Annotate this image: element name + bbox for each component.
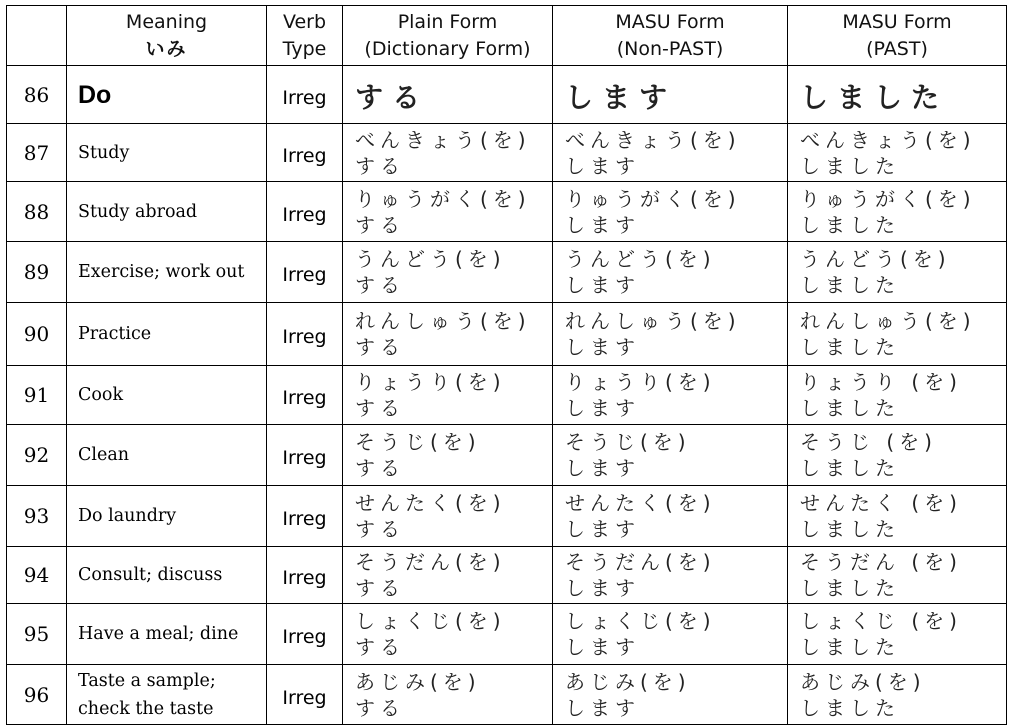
verb-type-cell: [267, 124, 343, 182]
plain-form-cell-text-1: そうだん(を): [355, 550, 506, 574]
masu-nonpast-cell-text-1: りゅうがく(を): [565, 186, 741, 211]
verb-type-cell-text: Irreg: [282, 326, 327, 348]
masu-past-cell-text-1: せんたく (を): [800, 491, 962, 515]
plain-form-cell-text-1: そうじ(を): [355, 430, 481, 454]
plain-form-cell-text-1: しょくじ(を): [355, 609, 506, 633]
meaning-cell-text-1: Do: [78, 80, 112, 109]
verb-type-cell: [267, 242, 343, 303]
table-row: [7, 547, 1007, 604]
plain-form-cell: [343, 182, 553, 242]
verb-type-cell-text: Irreg: [282, 144, 327, 167]
header-plain-form: [343, 6, 553, 66]
plain-form-cell: [343, 604, 553, 665]
masu-past-cell-text-2: しました: [800, 273, 900, 297]
masu-past-cell: [788, 366, 1007, 425]
verb-type-cell-text: Irreg: [282, 447, 327, 469]
masu-past-cell: [788, 604, 1007, 665]
meaning-cell: [67, 604, 267, 665]
masu-past-cell-text-1: べんきょう(を): [800, 127, 976, 152]
masu-nonpast-cell: [553, 425, 788, 486]
row-number: [7, 124, 67, 182]
meaning-cell: [67, 486, 267, 547]
masu-past-cell-text-2: しました: [800, 335, 900, 359]
plain-form-cell-text-1: あじみ(を): [355, 669, 481, 694]
masu-nonpast-cell-text-1: うんどう(を): [565, 247, 716, 271]
plain-form-cell-text-2: する: [355, 695, 405, 720]
masu-past-cell: [788, 124, 1007, 182]
row-number: [7, 486, 67, 547]
masu-nonpast-cell: [553, 303, 788, 366]
masu-past-cell-text-1: そうじ (を): [800, 430, 937, 454]
table-row: [7, 425, 1007, 486]
meaning-cell-text-2: check the taste: [78, 698, 214, 719]
row-number-text: 95: [23, 622, 50, 646]
plain-form-cell-text-1: りょうり(を): [355, 370, 506, 394]
meaning-cell-text-1: Taste a sample;: [78, 670, 216, 691]
meaning-cell: [67, 124, 267, 182]
header-masu-nonpast-line1: MASU Form: [615, 10, 725, 33]
table-row: [7, 66, 1007, 124]
table-body: [7, 66, 1007, 725]
meaning-cell: [67, 547, 267, 604]
masu-past-cell-text-2: しました: [800, 635, 900, 659]
meaning-cell: [67, 665, 267, 725]
masu-nonpast-cell: [553, 604, 788, 665]
plain-form-cell: [343, 124, 553, 182]
masu-past-cell-text-1: うんどう(を): [800, 247, 951, 271]
masu-nonpast-cell: [553, 124, 788, 182]
header-row: [7, 6, 1007, 66]
row-number-text: 86: [23, 82, 50, 107]
meaning-cell: [67, 182, 267, 242]
meaning-cell: [67, 242, 267, 303]
row-number-text: 92: [23, 443, 50, 467]
masu-past-cell: [788, 182, 1007, 242]
meaning-cell-text-1: Practice: [78, 324, 152, 344]
meaning-cell-text-1: Study abroad: [78, 201, 198, 222]
verb-type-cell-text: Irreg: [282, 686, 327, 709]
masu-past-cell: [788, 425, 1007, 486]
verb-type-cell: [267, 425, 343, 486]
verb-type-cell: [267, 182, 343, 242]
header-meaning-jp: いみ: [145, 37, 188, 60]
masu-past-cell-text-2: しました: [800, 212, 900, 237]
masu-past-cell-text-2: しました: [800, 456, 900, 480]
masu-nonpast-cell: [553, 665, 788, 725]
masu-nonpast-cell-text-2: します: [565, 517, 640, 541]
header-masu-nonpast-line2: (Non-PAST): [616, 37, 724, 60]
plain-form-cell-text-1: せんたく(を): [355, 491, 506, 515]
meaning-cell: [67, 425, 267, 486]
verb-type-cell-text: Irreg: [282, 203, 327, 226]
header-meaning-en: Meaning: [125, 10, 208, 33]
plain-form-cell-text-1: れんしゅう(を): [355, 309, 531, 333]
masu-past-cell-text-2: しました: [800, 153, 900, 178]
masu-past-cell: [788, 665, 1007, 725]
plain-form-cell: [343, 66, 553, 124]
masu-past-cell-text-2: しました: [800, 695, 900, 720]
masu-past-cell: [788, 547, 1007, 604]
header-meaning: [67, 6, 267, 66]
masu-past-cell-text-1: そうだん (を): [800, 550, 962, 574]
verb-type-cell: [267, 303, 343, 366]
plain-form-cell: [343, 425, 553, 486]
row-number: [7, 547, 67, 604]
plain-form-cell: [343, 242, 553, 303]
row-number: [7, 182, 67, 242]
masu-past-cell-text-1: りゅうがく(を): [800, 186, 976, 211]
plain-form-cell-text-1: べんきょう(を): [355, 127, 531, 152]
verb-type-cell-text: Irreg: [282, 387, 327, 409]
meaning-cell: [67, 303, 267, 366]
masu-nonpast-cell-text-2: します: [565, 335, 640, 359]
masu-past-cell: [788, 486, 1007, 547]
row-number-text: 89: [23, 260, 50, 284]
masu-nonpast-cell-text-2: します: [565, 695, 640, 720]
row-number: [7, 425, 67, 486]
row-number: [7, 665, 67, 725]
plain-form-cell: [343, 486, 553, 547]
table-row: [7, 124, 1007, 182]
row-number-text: 90: [23, 322, 50, 346]
masu-past-cell-text-2: しました: [800, 517, 900, 541]
masu-past-cell-text-1: れんしゅう(を): [800, 309, 976, 333]
plain-form-cell-text-1: りゅうがく(を): [355, 186, 531, 211]
masu-nonpast-cell: [553, 242, 788, 303]
plain-form-cell: [343, 665, 553, 725]
header-plain-form-line2: (Dictionary Form): [364, 37, 531, 60]
verb-type-cell: [267, 665, 343, 725]
plain-form-cell-text-2: する: [355, 517, 405, 541]
table-row: [7, 366, 1007, 425]
verb-type-cell-text: Irreg: [282, 86, 327, 109]
header-verb-type: [267, 6, 343, 66]
masu-nonpast-cell-text-1: します: [565, 80, 677, 114]
verb-conjugation-table: [6, 5, 1007, 725]
header-masu-past: [788, 6, 1007, 66]
meaning-cell-text-1: Exercise; work out: [78, 262, 245, 282]
masu-nonpast-cell-text-1: べんきょう(を): [565, 127, 741, 152]
plain-form-cell-text-2: する: [355, 635, 405, 659]
header-masu-past-line2: (PAST): [866, 37, 928, 60]
masu-nonpast-cell: [553, 182, 788, 242]
meaning-cell: [67, 366, 267, 425]
row-number: [7, 242, 67, 303]
row-number-text: 94: [23, 563, 50, 587]
table-row: [7, 182, 1007, 242]
verb-type-cell: [267, 366, 343, 425]
plain-form-cell-text-1: する: [355, 80, 430, 114]
plain-form-cell-text-2: する: [355, 273, 405, 297]
meaning-cell-text-1: Have a meal; dine: [78, 624, 239, 644]
header-plain-form-line1: Plain Form: [397, 10, 498, 33]
verb-type-cell: [267, 486, 343, 547]
plain-form-cell-text-2: する: [355, 396, 405, 420]
masu-nonpast-cell: [553, 486, 788, 547]
masu-nonpast-cell-text-1: しょくじ(を): [565, 609, 716, 633]
plain-form-cell-text-1: うんどう(を): [355, 247, 506, 271]
header-verb-type-line1: Verb: [282, 10, 327, 33]
row-number: [7, 366, 67, 425]
meaning-cell-text-1: Do laundry: [78, 506, 177, 526]
meaning-cell: [67, 66, 267, 124]
plain-form-cell-text-2: する: [355, 576, 405, 600]
masu-past-cell: [788, 242, 1007, 303]
masu-nonpast-cell-text-2: します: [565, 273, 640, 297]
plain-form-cell-text-2: する: [355, 212, 405, 237]
masu-nonpast-cell-text-2: します: [565, 396, 640, 420]
meaning-cell-text-1: Clean: [78, 445, 130, 465]
masu-nonpast-cell-text-1: れんしゅう(を): [565, 309, 741, 333]
masu-past-cell: [788, 303, 1007, 366]
plain-form-cell: [343, 366, 553, 425]
header-masu-nonpast: [553, 6, 788, 66]
row-number-text: 88: [23, 199, 50, 224]
masu-past-cell-text-1: しょくじ (を): [800, 609, 962, 633]
masu-nonpast-cell: [553, 366, 788, 425]
masu-nonpast-cell-text-1: そうじ(を): [565, 430, 691, 454]
verb-type-cell-text: Irreg: [282, 264, 327, 286]
masu-nonpast-cell-text-1: せんたく(を): [565, 491, 716, 515]
verb-type-cell: [267, 547, 343, 604]
plain-form-cell: [343, 547, 553, 604]
table-row: [7, 303, 1007, 366]
header-verb-type-line2: Type: [282, 37, 327, 60]
row-number-text: 93: [23, 504, 50, 528]
table-row: [7, 604, 1007, 665]
meaning-cell-text-1: Consult; discuss: [78, 565, 223, 585]
plain-form-cell: [343, 303, 553, 366]
row-number: [7, 66, 67, 124]
row-number: [7, 604, 67, 665]
masu-nonpast-cell-text-2: します: [565, 456, 640, 480]
row-number-text: 87: [23, 140, 50, 165]
header-masu-past-line1: MASU Form: [842, 10, 952, 33]
masu-nonpast-cell-text-2: します: [565, 153, 640, 178]
masu-past-cell-text-2: しました: [800, 576, 900, 600]
masu-past-cell-text-2: しました: [800, 396, 900, 420]
masu-past-cell: [788, 66, 1007, 124]
masu-nonpast-cell-text-2: します: [565, 635, 640, 659]
masu-nonpast-cell: [553, 547, 788, 604]
verb-type-cell-text: Irreg: [282, 508, 327, 530]
masu-past-cell-text-1: しました: [800, 80, 949, 114]
header-number: [7, 6, 67, 66]
masu-nonpast-cell: [553, 66, 788, 124]
table-row: [7, 486, 1007, 547]
meaning-cell-text-1: Cook: [78, 385, 124, 405]
row-number-text: 91: [23, 383, 50, 407]
masu-past-cell-text-1: あじみ(を): [800, 669, 926, 694]
table-row: [7, 665, 1007, 725]
plain-form-cell-text-2: する: [355, 456, 405, 480]
meaning-cell-text-1: Study: [78, 142, 130, 163]
masu-nonpast-cell-text-1: りょうり(を): [565, 370, 716, 394]
row-number-text: 96: [23, 682, 50, 707]
masu-nonpast-cell-text-2: します: [565, 212, 640, 237]
masu-nonpast-cell-text-1: そうだん(を): [565, 550, 716, 574]
masu-nonpast-cell-text-2: します: [565, 576, 640, 600]
verb-type-cell: [267, 66, 343, 124]
verb-type-cell-text: Irreg: [282, 567, 327, 589]
plain-form-cell-text-2: する: [355, 335, 405, 359]
row-number: [7, 303, 67, 366]
verb-type-cell: [267, 604, 343, 665]
masu-past-cell-text-1: りょうり (を): [800, 370, 962, 394]
table-row: [7, 242, 1007, 303]
masu-nonpast-cell-text-1: あじみ(を): [565, 669, 691, 694]
plain-form-cell-text-2: する: [355, 153, 405, 178]
verb-type-cell-text: Irreg: [282, 626, 327, 648]
